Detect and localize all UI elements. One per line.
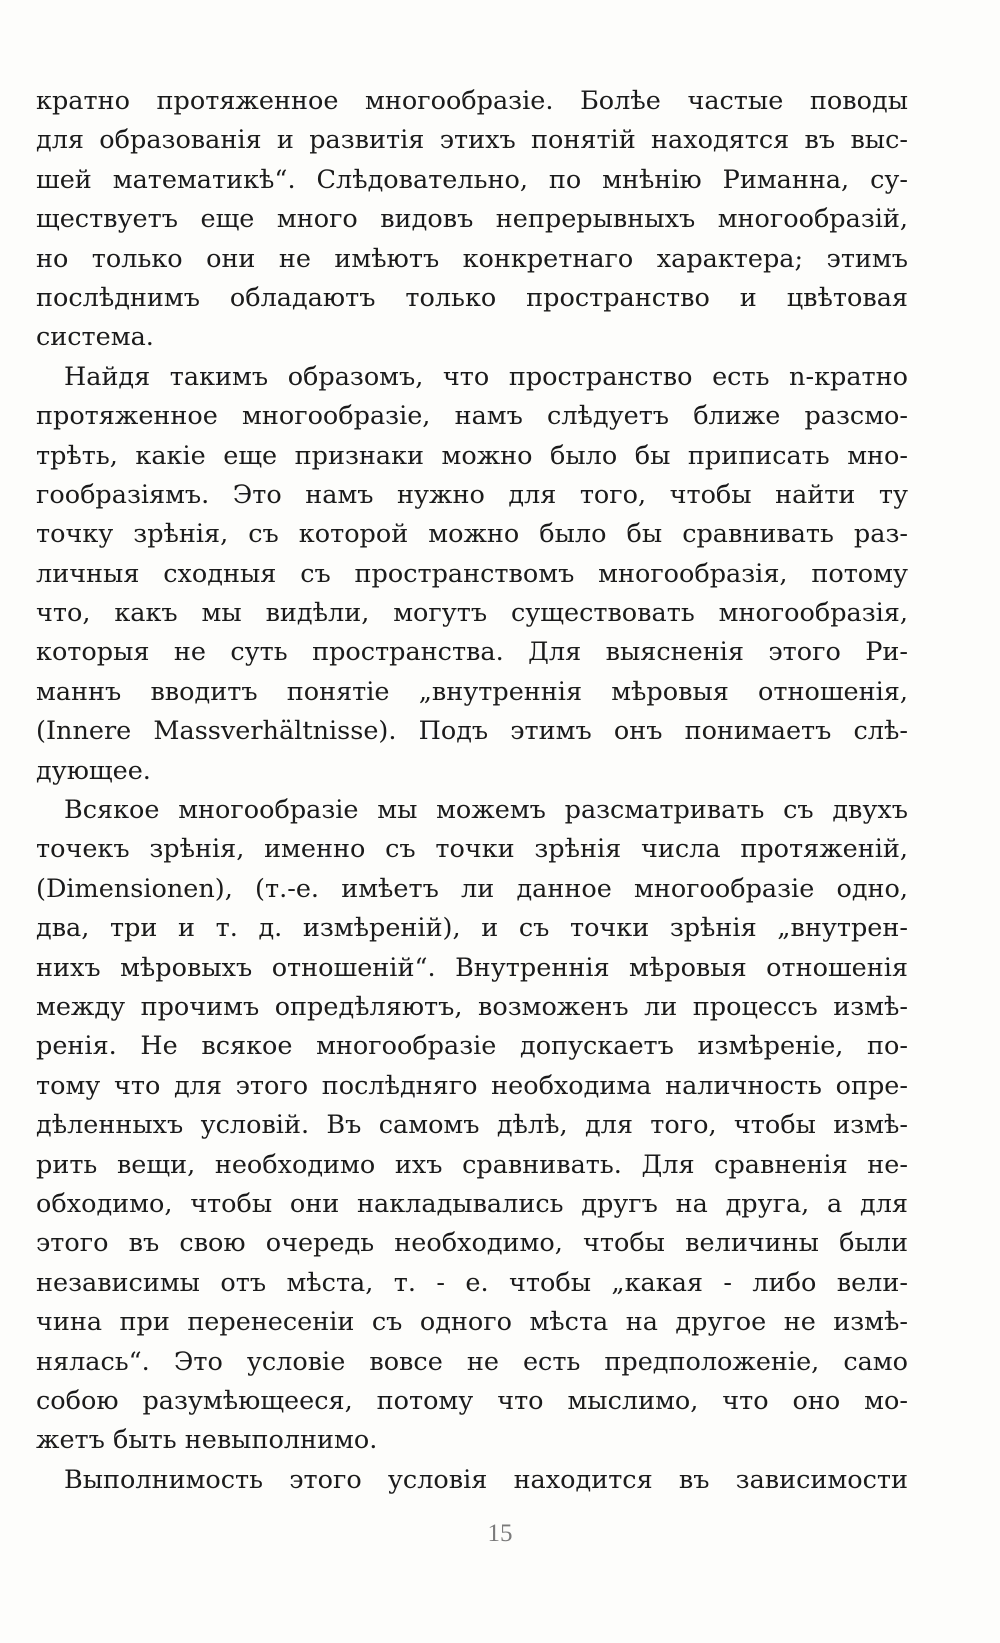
text-line: протяженное многообразiе, намъ слѣдуетъ ближе разсмо-: [36, 401, 908, 432]
text-line: (Dimensionen), (т.-е. имѣетъ ли данное многообразiе одно,: [36, 873, 908, 904]
page-number: 15: [487, 1520, 513, 1547]
text-line: ренiя. Не всякое многообразiе допускаетъ измѣренiе, по-: [36, 1031, 908, 1062]
text-line: этого въ свою очередь необходимо, чтобы величины были: [36, 1228, 908, 1259]
text-line: послѣднимъ обладаютъ только пространство и цвѣтовая: [36, 282, 908, 313]
text-line: которыя не суть пространства. Для выясненiя этого Ри-: [36, 637, 908, 668]
text-line: дѣленныхъ условiй. Въ самомъ дѣлѣ, для того, чтобы измѣ-: [36, 1110, 908, 1141]
text-line: тому что для этого послѣдняго необходима наличность опре-: [36, 1070, 908, 1101]
text-line: нялась“. Это условiе вовсе не есть предположенiе, само: [36, 1346, 908, 1377]
text-line: точку зрѣнiя, съ которой можно было бы сравнивать раз-: [36, 519, 908, 550]
text-line: Найдя такимъ образомъ, что пространство есть n-кратно: [64, 361, 908, 392]
text-line: чина при перенесенiи съ одного мѣста на другое не измѣ-: [36, 1307, 908, 1338]
text-line: система.: [36, 322, 154, 353]
text-line: что, какъ мы видѣли, могутъ существовать многообразiя,: [36, 598, 908, 629]
text-line: обходимо, чтобы они накладывались другъ на друга, а для: [36, 1188, 908, 1219]
text-line: рить вещи, необходимо ихъ сравнивать. Для сравненiя не-: [36, 1149, 908, 1180]
text-line: трѣть, какiе еще признаки можно было бы приписать мно-: [36, 440, 908, 471]
text-line: личныя сходныя съ пространствомъ многообразiя, потому: [36, 558, 908, 589]
text-line: жетъ быть невыполнимо.: [36, 1425, 378, 1456]
text-line: нихъ мѣровыхъ отношенiй“. Внутреннiя мѣровыя отношенiя: [36, 952, 908, 983]
text-line: гообразiямъ. Это намъ нужно для того, чтобы найти ту: [36, 479, 908, 510]
text-line: два, три и т. д. измѣренiй), и съ точки зрѣнiя „внутрен-: [36, 913, 908, 944]
text-line: ществуетъ еще много видовъ непрерывныхъ многообразiй,: [36, 204, 908, 235]
text-line: Всякое многообразiе мы можемъ разсматривать съ двухъ: [64, 795, 908, 826]
text-line: дующее.: [36, 755, 151, 786]
text-line: между прочимъ опредѣляютъ, возможенъ ли процессъ измѣ-: [36, 991, 908, 1022]
text-line: шей математикѣ“. Слѣдовательно, по мнѣнiю Риманна, су-: [36, 164, 908, 195]
text-line: Выполнимость этого условiя находится въ зависимости: [64, 1464, 908, 1495]
text-line: собою разумѣющееся, потому что мыслимо, что оно мо-: [36, 1385, 908, 1416]
text-line: но только они не имѣютъ конкретнаго характера; этимъ: [36, 243, 908, 274]
text-line: точекъ зрѣнiя, именно съ точки зрѣнiя числа протяженiй,: [36, 834, 908, 865]
body-text: [36, 82, 908, 1500]
text-line: (Innere Massverhältnisse). Подъ этимъ онъ понимаетъ слѣ-: [36, 716, 908, 747]
text-line: кратно протяженное многообразiе. Болѣе частые поводы: [36, 86, 908, 116]
text-line: маннъ вводитъ понятiе „внутреннiя мѣровыя отношенiя,: [36, 676, 908, 707]
text-line: для образованiя и развитiя этихъ понятiй находятся въ выс-: [36, 125, 908, 156]
text-line: независимы отъ мѣста, т. - е. чтобы „какая - либо вели-: [36, 1267, 908, 1298]
